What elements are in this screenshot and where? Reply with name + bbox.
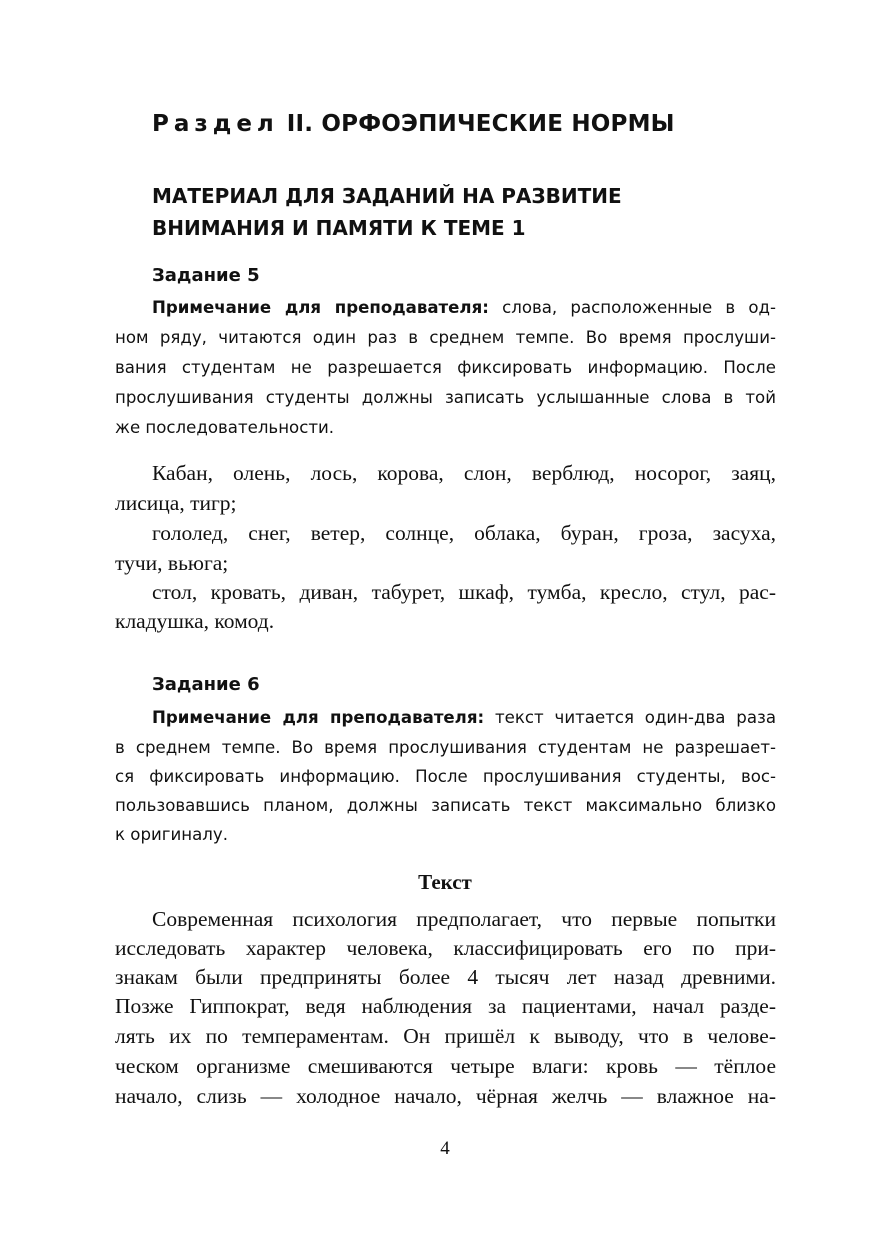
task-6-note-line: Примечание для преподавателя: текст читается один-два раза xyxy=(152,708,776,727)
task-6-note-line: пользовавшись планом, должны записать текст максимально близко xyxy=(115,796,776,815)
text-heading: Текст xyxy=(418,870,472,894)
word-list-line: кладушка, комод. xyxy=(115,609,275,633)
section-title xyxy=(152,111,675,137)
word-list-line: тучи, вьюга; xyxy=(115,551,229,575)
task-6-note-line: в среднем темпе. Во время прослушивания студентам не разрешает- xyxy=(115,738,776,757)
task-5-title: Задание 5 xyxy=(152,265,260,286)
text-body-line: ческом организме смешиваются четыре влаги: кровь — тёплое xyxy=(115,1054,776,1078)
task-6-note-line: ся фиксировать информацию. После прослушивания студенты, вос- xyxy=(115,767,776,786)
text-body-line: Современная психология предполагает, что первые попытки xyxy=(152,907,776,931)
word-list-line: лисица, тигр; xyxy=(115,491,237,515)
task-5-note-label: Примечание для преподавателя: xyxy=(152,298,489,317)
word-list-line: гололед, снег, ветер, солнце, облака, буран, гроза, засуха, xyxy=(152,521,776,545)
task-6-title: Задание 6 xyxy=(152,674,260,695)
task-5-note-line: вания студентам не разрешается фиксировать информацию. После xyxy=(115,358,776,377)
text-body-line: начало, слизь — холодное начало, чёрная желчь — влажное на- xyxy=(115,1084,776,1108)
word-list-line: стол, кровать, диван, табурет, шкаф, тумба, кресло, стул, рас- xyxy=(152,580,776,604)
task-6-note-label: Примечание для преподавателя: xyxy=(152,708,485,727)
text-body-line: Позже Гиппократ, ведя наблюдения за пациентами, начал разде- xyxy=(115,994,776,1018)
task-5-note-line: же последовательности. xyxy=(115,418,335,437)
text-body-line: исследовать характер человека, классифицировать его по при- xyxy=(115,936,776,960)
section-prefix: Раздел xyxy=(152,111,279,137)
word-list-line: Кабан, олень, лось, корова, слон, верблюд, носорог, заяц, xyxy=(152,461,776,485)
text-body-line: знакам были предприняты более 4 тысяч лет назад древними. xyxy=(115,965,776,989)
section-name: II. ОРФОЭПИЧЕСКИЕ НОРМЫ xyxy=(286,111,675,137)
task-5-note-line: Примечание для преподавателя: слова, расположенные в од- xyxy=(152,298,776,317)
text-body-line: лять их по темпераментам. Он пришёл к выводу, что в челове- xyxy=(115,1024,776,1048)
subtitle-line: МАТЕРИАЛ ДЛЯ ЗАДАНИЙ НА РАЗВИТИЕ xyxy=(152,184,622,208)
subtitle-line: ВНИМАНИЯ И ПАМЯТИ К ТЕМЕ 1 xyxy=(152,216,526,240)
task-5-note-line: ном ряду, читаются один раз в среднем темпе. Во время прослуши- xyxy=(115,328,776,347)
material-subtitle xyxy=(152,180,752,244)
page-number: 4 xyxy=(440,1138,450,1159)
task-6-note-line: к оригиналу. xyxy=(115,825,228,844)
task-5-note-line: прослушивания студенты должны записать услышанные слова в той xyxy=(115,388,776,407)
